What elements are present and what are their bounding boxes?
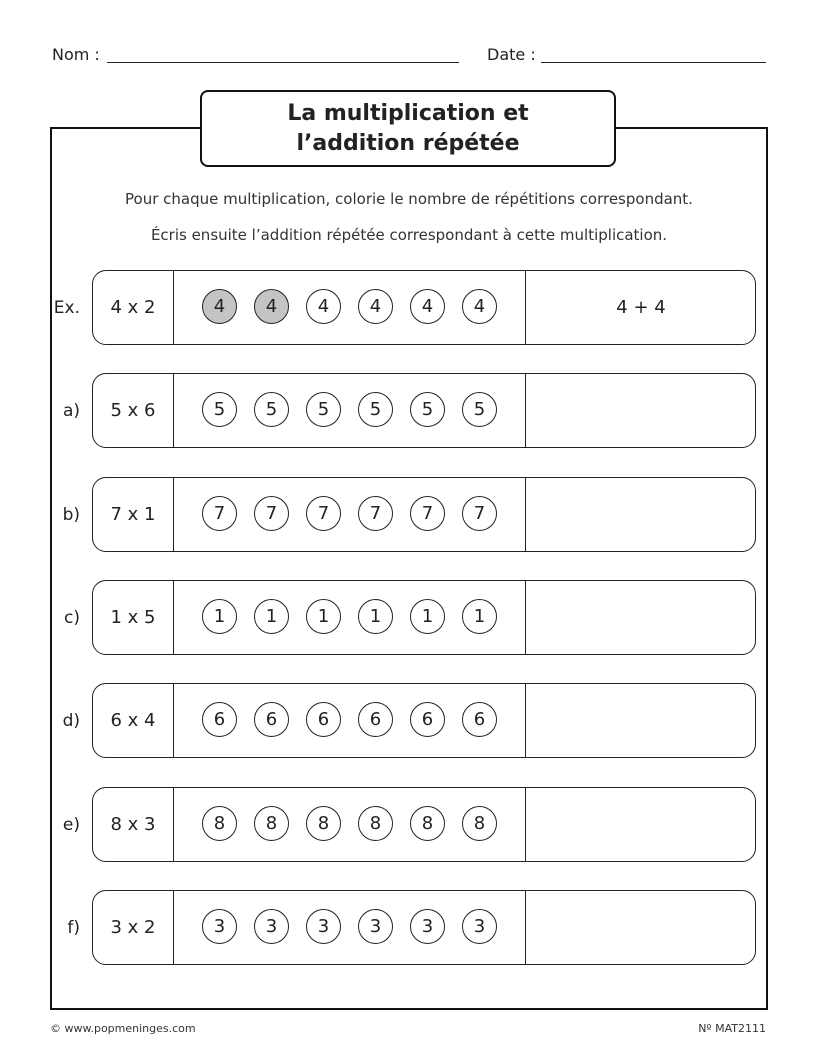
number-circle[interactable]: 3 xyxy=(306,909,341,944)
repeated-addition-answer[interactable] xyxy=(525,478,756,551)
row-label: d) xyxy=(62,711,80,731)
number-circle[interactable]: 8 xyxy=(358,806,393,841)
row-label: b) xyxy=(62,505,80,525)
exercise-row xyxy=(92,890,756,965)
number-circle[interactable]: 5 xyxy=(306,392,341,427)
name-field[interactable] xyxy=(107,62,459,63)
repeated-addition-answer[interactable] xyxy=(525,788,756,861)
number-circle[interactable]: 4 xyxy=(358,289,393,324)
number-circle[interactable]: 7 xyxy=(306,496,341,531)
number-circle[interactable]: 1 xyxy=(410,599,445,634)
page-title xyxy=(200,90,616,167)
number-circle[interactable]: 6 xyxy=(358,702,393,737)
number-circle[interactable]: 8 xyxy=(462,806,497,841)
number-circle[interactable]: 7 xyxy=(202,496,237,531)
number-circle[interactable]: 8 xyxy=(306,806,341,841)
row-label: f) xyxy=(67,918,80,938)
number-circle[interactable]: 8 xyxy=(410,806,445,841)
repeated-addition-answer[interactable] xyxy=(525,374,756,447)
number-circle[interactable]: 6 xyxy=(254,702,289,737)
number-circle[interactable]: 4 xyxy=(462,289,497,324)
copyright: © www.popmeninges.com xyxy=(50,1022,196,1035)
number-circle[interactable]: 8 xyxy=(202,806,237,841)
row-label: a) xyxy=(62,401,80,421)
number-circle[interactable]: 1 xyxy=(306,599,341,634)
repeated-addition-answer[interactable] xyxy=(525,581,756,654)
number-circle[interactable]: 6 xyxy=(306,702,341,737)
worksheet-frame xyxy=(50,127,768,1010)
number-circle[interactable]: 5 xyxy=(410,392,445,427)
number-circle[interactable]: 1 xyxy=(202,599,237,634)
number-circle[interactable]: 5 xyxy=(202,392,237,427)
number-circle[interactable]: 4 xyxy=(306,289,341,324)
number-circle[interactable]: 1 xyxy=(358,599,393,634)
number-circle[interactable]: 4 xyxy=(254,289,289,324)
number-circle[interactable]: 1 xyxy=(462,599,497,634)
number-circle[interactable]: 7 xyxy=(462,496,497,531)
number-circle[interactable]: 6 xyxy=(202,702,237,737)
number-circle[interactable]: 7 xyxy=(254,496,289,531)
repeated-addition-answer[interactable]: 4 + 4 xyxy=(525,271,756,344)
title-line-2: l’addition répétée xyxy=(296,130,520,156)
multiplication: 7 x 1 xyxy=(93,478,174,551)
instruction-line-1: Pour chaque multiplication, colorie le nombre de répétitions correspondant. xyxy=(125,190,693,208)
exercise-row xyxy=(92,477,756,552)
number-circle[interactable]: 3 xyxy=(254,909,289,944)
multiplication: 4 x 2 xyxy=(93,271,174,344)
multiplication: 3 x 2 xyxy=(93,891,174,964)
exercise-row xyxy=(92,270,756,345)
number-circle[interactable]: 1 xyxy=(254,599,289,634)
number-circle[interactable]: 5 xyxy=(462,392,497,427)
instruction-line-2: Écris ensuite l’addition répétée correspondant à cette multiplication. xyxy=(150,226,668,244)
number-circle[interactable]: 7 xyxy=(410,496,445,531)
repeated-addition-answer[interactable] xyxy=(525,891,756,964)
row-label: e) xyxy=(62,815,80,835)
row-label: Ex. xyxy=(53,298,80,318)
number-circle[interactable]: 4 xyxy=(410,289,445,324)
exercise-row xyxy=(92,373,756,448)
number-circle[interactable]: 4 xyxy=(202,289,237,324)
repeated-addition-answer[interactable] xyxy=(525,684,756,757)
number-circle[interactable]: 6 xyxy=(410,702,445,737)
multiplication: 1 x 5 xyxy=(93,581,174,654)
row-label: c) xyxy=(64,608,80,628)
number-circle[interactable]: 6 xyxy=(462,702,497,737)
exercise-row xyxy=(92,580,756,655)
worksheet-code: Nº MAT2111 xyxy=(698,1022,766,1035)
number-circle[interactable]: 8 xyxy=(254,806,289,841)
title-line-1: La multiplication et xyxy=(287,100,529,126)
number-circle[interactable]: 3 xyxy=(410,909,445,944)
number-circle[interactable]: 3 xyxy=(462,909,497,944)
number-circle[interactable]: 3 xyxy=(358,909,393,944)
number-circle[interactable]: 5 xyxy=(254,392,289,427)
exercise-row xyxy=(92,787,756,862)
exercise-row xyxy=(92,683,756,758)
number-circle[interactable]: 5 xyxy=(358,392,393,427)
date-field[interactable] xyxy=(541,62,766,63)
name-label: Nom : xyxy=(52,45,100,64)
multiplication: 6 x 4 xyxy=(93,684,174,757)
date-label: Date : xyxy=(487,45,536,64)
multiplication: 8 x 3 xyxy=(93,788,174,861)
number-circle[interactable]: 7 xyxy=(358,496,393,531)
number-circle[interactable]: 3 xyxy=(202,909,237,944)
multiplication: 5 x 6 xyxy=(93,374,174,447)
